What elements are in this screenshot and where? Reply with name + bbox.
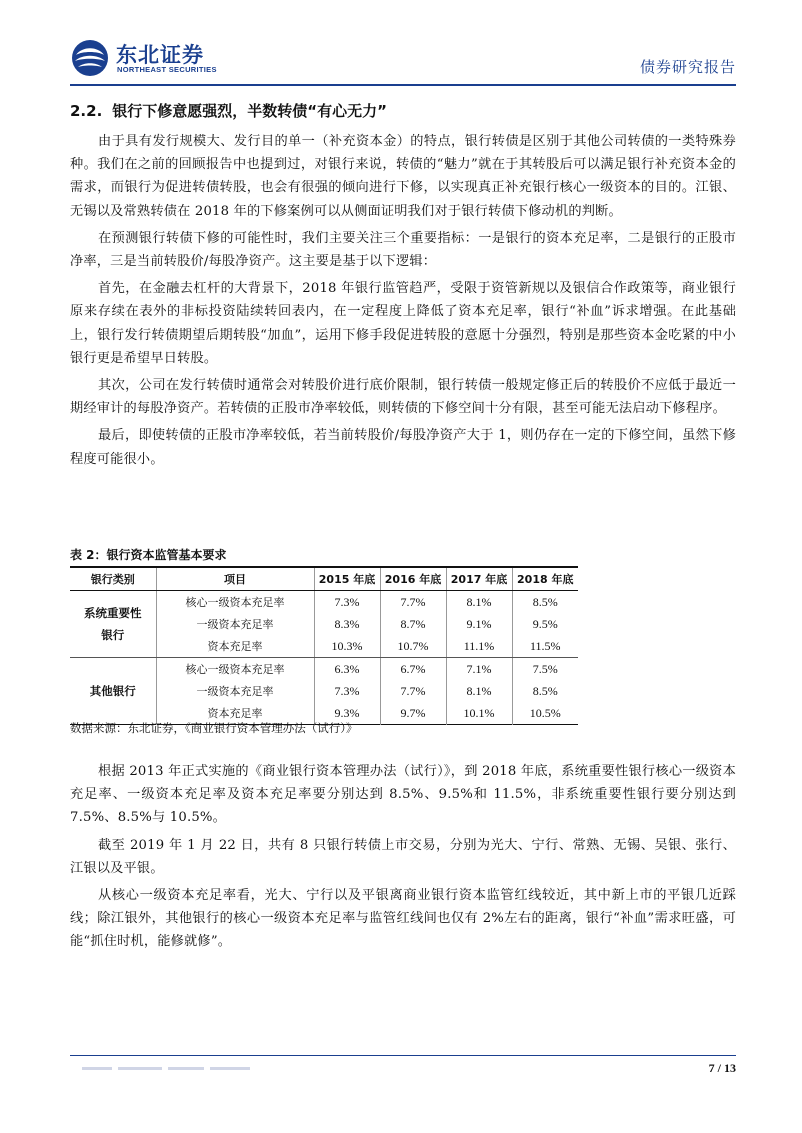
header-bank-category: 银行类别: [70, 567, 156, 591]
report-type-label: 债券研究报告: [639, 58, 736, 76]
paragraph: 在预测银行转债下修的可能性时，我们主要关注三个重要指标：一是银行的资本充足率，二是银行的正股市净率，三是当前转股价/每股净资产。这主要是基于以下逻辑：: [70, 230, 736, 270]
table-row: [70, 591, 578, 614]
paragraph: 由于具有发行规模大、发行目的单一（补充资本金）的特点，银行转债是区别于其他公司转债的一类特殊券种。我们在之前的回顾报告中也提到过，对银行来说，转债的“魅力”就在于其转股后可以满足银行补充资本金的需求，而银行为促进转债转股，也会有很强的倾向进行下修，以实现真正补充银行核心一级资本的目的。江银、无锡以及常熟转债在 2018 年的下修案例可以从侧面证明我们对于银行转债下修动机的判断。: [70, 134, 736, 219]
value-cell: 10.5%: [529, 705, 561, 720]
paragraph: 首先，在金融去杠杆的大背景下，2018 年银行监管趋严，受限于资管新规以及银信合作政策等，商业银行原来存续在表外的非标投资陆续转回表内，在一定程度上降低了资本充足率，银行“补血”诉求增强。在此基础上，银行发行转债期望后期转股“加血”，运用下修手段促进转股的意愿十分强烈，特别是那些资本金吃紧的中小银行更是希望早日转股。: [70, 281, 736, 366]
value-cell: 9.1%: [446, 613, 512, 635]
header-item: 项目: [156, 567, 314, 591]
value-cell: 10.1%: [446, 702, 512, 725]
value-cell: 6.3%: [314, 658, 380, 681]
company-logo-icon: [70, 38, 110, 78]
company-logo: [70, 38, 310, 78]
footer-watermark-text: [82, 1058, 262, 1064]
value-cell: 9.5%: [532, 616, 558, 631]
header-year: 2018 年底: [512, 567, 578, 591]
body-text-top: [70, 130, 736, 475]
table-header-row: [70, 567, 578, 591]
value-cell: 8.5%: [532, 683, 558, 698]
table-row: [70, 658, 578, 681]
paragraph: 截至 2019 年 1 月 22 日，共有 8 只银行转债上市交易，分别为光大、宁行、常熟、无锡、吴银、张行、江银以及平银。: [70, 837, 736, 876]
paragraph: 其次，公司在发行转债时通常会对转股价进行底价限制，银行转债一般规定修正后的转股价不应低于最近一期经审计的每股净资产。若转债的正股市净率较低，则转债的下修空间十分有限，甚至可能无法启动下修程序。: [70, 378, 736, 417]
value-cell: 6.7%: [380, 658, 446, 681]
value-cell: 7.7%: [380, 591, 446, 614]
logo-english-name: NORTHEAST SECURITIES: [117, 65, 217, 74]
header-divider: [70, 84, 736, 86]
logo-chinese-name: 东北证券: [116, 43, 204, 67]
value-cell: 7.3%: [314, 591, 380, 614]
capital-requirements-table: [70, 566, 578, 725]
value-cell: 8.3%: [314, 613, 380, 635]
footer-divider: [70, 1055, 736, 1056]
value-cell: 9.7%: [380, 702, 446, 725]
table-title: 表 2：银行资本监管基本要求: [70, 548, 227, 562]
value-cell: 7.3%: [314, 680, 380, 702]
page-number: 7 / 13: [708, 1061, 736, 1075]
value-cell: 8.5%: [532, 594, 558, 609]
section-title: 银行下修意愿强烈，半数转债“有心无力”: [112, 102, 387, 120]
value-cell: 7.7%: [380, 680, 446, 702]
item-cell: 核心一级资本充足率: [156, 658, 314, 681]
value-cell: 10.7%: [380, 635, 446, 658]
value-cell: 11.1%: [446, 635, 512, 658]
paragraph: 从核心一级资本充足率看，光大、宁行以及平银离商业银行资本监管红线较近，其中新上市的平银几近踩线；除江银外，其他银行的核心一级资本充足率与监管红线间也仅有 2%左右的距离，银行“补血”需求旺盛，可能“抓住时机，能修就修”。: [70, 888, 736, 950]
item-cell: 资本充足率: [156, 702, 314, 725]
header-year: 2017 年底: [446, 567, 512, 591]
category-cell: [70, 591, 156, 658]
value-cell: 8.1%: [446, 680, 512, 702]
value-cell: 7.5%: [532, 661, 558, 676]
value-cell: 9.3%: [314, 702, 380, 725]
paragraph: 根据 2013 年正式实施的《商业银行资本管理办法（试行）》，到 2018 年底，系统重要性银行核心一级资本充足率、一级资本充足率及资本充足率要分别达到 8.5%、9.5%和 11.5%，非系统重要性银行要分别达到 7.5%、8.5%与 10.5%。: [70, 764, 736, 826]
value-cell: 8.1%: [446, 591, 512, 614]
header-year: 2016 年底: [380, 567, 446, 591]
category-label: 其他银行: [89, 684, 136, 698]
value-cell: 8.7%: [380, 613, 446, 635]
value-cell: 7.1%: [446, 658, 512, 681]
table-source-note: 数据来源：东北证券，《商业银行资本管理办法（试行）》: [70, 721, 358, 735]
item-cell: 资本充足率: [156, 635, 314, 658]
page-header: [70, 30, 736, 88]
section-heading: [70, 100, 387, 121]
item-cell: 一级资本充足率: [156, 680, 314, 702]
category-cell: [70, 658, 156, 725]
value-cell: 11.5%: [512, 635, 578, 658]
section-number: 2.2.: [70, 102, 103, 120]
category-label: 银行: [101, 628, 125, 642]
paragraph: 最后，即使转债的正股市净率较低，若当前转股价/每股净资产大于 1，则仍存在一定的下修空间，虽然下修程度可能很小。: [70, 428, 736, 467]
value-cell: 10.3%: [314, 635, 380, 658]
item-cell: 一级资本充足率: [156, 613, 314, 635]
category-label: 系统重要性: [84, 606, 142, 620]
body-text-bottom: [70, 760, 736, 958]
item-cell: 核心一级资本充足率: [156, 591, 314, 614]
header-year: 2015 年底: [314, 567, 380, 591]
